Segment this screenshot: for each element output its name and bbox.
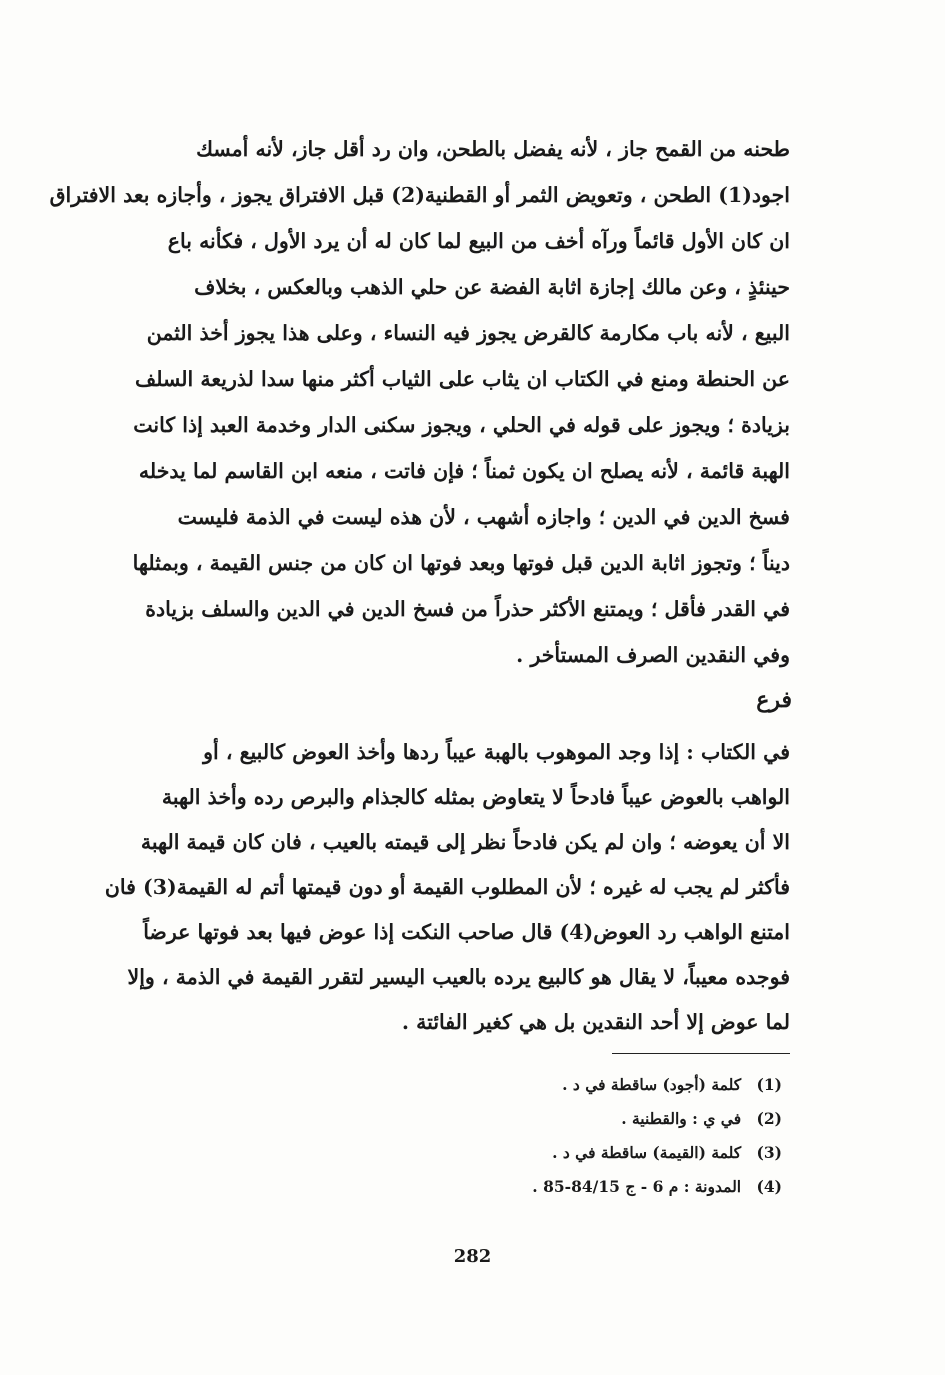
text-line: بزيادة ؛ ويجوز على قوله في الحلي ، ويجوز سكنى الدار وخدمة العبد إذا كانت (133, 413, 790, 437)
footnote-number: (3) (756, 1143, 782, 1162)
section-heading: فرع (756, 687, 792, 713)
text-line: الهبة قائمة ، لأنه يصلح ان يكون ثمناً ؛ فإن فاتت ، منعه ابن القاسم لما يدخله (138, 459, 790, 483)
footnote-text: كلمة (القيمة) ساقطة في د . (552, 1143, 742, 1162)
footnote (430, 1102, 782, 1136)
text-line: الواهب بالعوض عيباً فادحاً لا يتعاوض بمثله كالجذام والبرص رده وأخذ الهبة (161, 785, 790, 809)
footnote-text: المدونة : م 6 - ج 84/15-85 . (532, 1177, 742, 1196)
text-line: عن الحنطة ومنع في الكتاب ان يثاب على الثياب أكثر منها سدا لذريعة السلف (135, 367, 790, 391)
footnote-text: كلمة (أجود) ساقطة في د . (562, 1075, 742, 1094)
footnote-divider (612, 1053, 790, 1054)
text-line: ديناً ؛ وتجوز اثابة الدين قبل فوتها وبعد فوتها ان كان من جنس القيمة ، وبمثلها (132, 551, 790, 575)
footnote-number: (1) (756, 1075, 782, 1094)
footnote-number: (2) (756, 1109, 782, 1128)
text-line: ان كان الأول قائماً ورآه أخف من البيع لما كان له أن يرد الأول ، فكأنه باع (167, 229, 790, 253)
text-line: وفي النقدين الصرف المستأخر . (516, 643, 790, 667)
footnotes (430, 1068, 782, 1204)
text-line: اجود(1) الطحن ، وتعويض الثمر أو القطنية(2) قبل الافتراق يجوز ، وأجازه بعد الافتراق (49, 183, 790, 207)
text-line: امتنع الواهب رد العوض(4) قال صاحب النكت إذا عوض فيها بعد فوتها عرضاً (143, 920, 790, 944)
footnote-number: (4) (756, 1177, 782, 1196)
text-line: حينئذٍ ، وعن مالك إجازة اثابة الفضة عن حلي الذهب وبالعكس ، بخلاف (194, 275, 790, 299)
footnote-text: في ي : والقطنية . (621, 1109, 742, 1128)
footnote (430, 1068, 782, 1102)
main-paragraph (49, 126, 790, 678)
text-line: في الكتاب : إذا وجد الموهوب بالهبة عيباً ردها وأخذ العوض كالبيع ، أو (203, 740, 790, 764)
footnote (430, 1170, 782, 1204)
text-line: فوجده معيباً، لا يقال هو كالبيع يرده بالعيب اليسير لتقرر القيمة في الذمة ، وإلا (127, 965, 790, 989)
text-line: لما عوض إلا أحد النقدين بل هي كغير الفائتة . (401, 1010, 790, 1034)
section-paragraph (104, 730, 790, 1045)
text-line: طحنه من القمح جاز ، لأنه يفضل بالطحن، وان رد أقل جاز، لأنه أمسك (196, 137, 790, 161)
text-line: البيع ، لأنه باب مكارمة كالقرض يجوز فيه النساء ، وعلى هذا يجوز أخذ الثمن (146, 321, 790, 345)
text-line: فأكثر لم يجب له غيره ؛ لأن المطلوب القيمة أو دون قيمتها أتم له القيمة(3) فان (104, 875, 790, 899)
text-line: فسخ الدين في الدين ؛ واجازه أشهب ، لأن هذه ليست في الذمة فليست (177, 505, 790, 529)
footnote (430, 1136, 782, 1170)
page-number: 282 (453, 1246, 492, 1267)
text-line: في القدر فأقل ؛ ويمتنع الأكثر حذراً من فسخ الدين في الدين والسلف بزيادة (145, 597, 790, 621)
text-line: الا أن يعوضه ؛ وان لم يكن فادحاً نظر إلى قيمته بالعيب ، فان كان قيمة الهبة (140, 830, 790, 854)
